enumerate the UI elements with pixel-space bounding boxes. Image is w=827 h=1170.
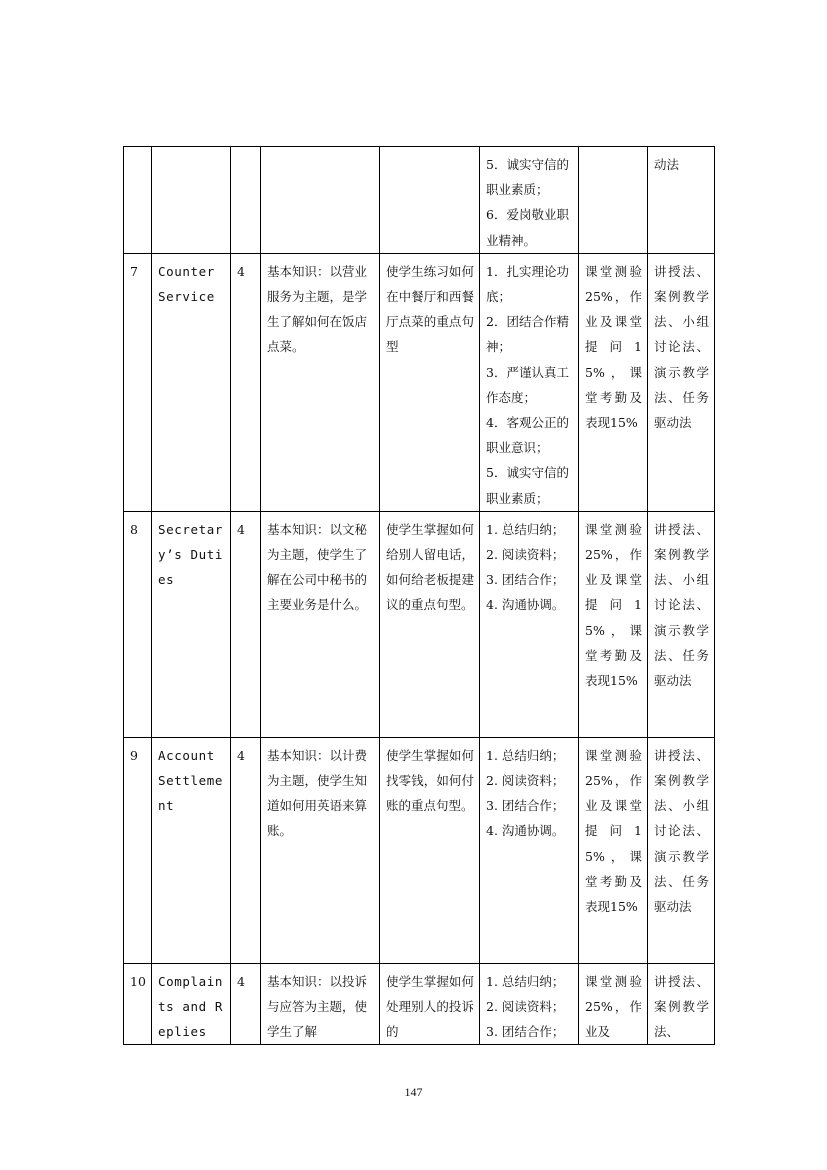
unit-quality: 1．扎实理论功底； 2．团结合作精神； 3．严谨认真工作态度； 4．客观公正的职业意识； 5．诚实守信的职业素质； xyxy=(480,253,579,511)
row-number xyxy=(124,147,152,254)
page-number: 147 xyxy=(404,1085,423,1099)
unit-title: Counter Service xyxy=(152,253,231,511)
table-row xyxy=(124,147,715,254)
unit-method: 讲授法、案例教学法、小组讨论法、演示教学法、任务驱动法 xyxy=(648,253,715,511)
unit-goal: 使学生掌握如何给别人留电话，如何给老板提建议的重点句型。 xyxy=(380,511,480,737)
table-row xyxy=(124,963,715,1045)
unit-method: 动法 xyxy=(648,147,715,254)
unit-assessment xyxy=(579,147,648,254)
course-schedule-table xyxy=(123,146,715,1045)
unit-title xyxy=(152,147,231,254)
unit-title: Complaints and Replies xyxy=(152,963,231,1045)
unit-hours: 4 xyxy=(231,737,261,963)
row-number: 7 xyxy=(124,253,152,511)
unit-title: Account Settlement xyxy=(152,737,231,963)
unit-content: 基本知识：以计费为主题，使学生知道如何用英语来算账。 xyxy=(261,737,380,963)
unit-title: Secretary’s Duties xyxy=(152,511,231,737)
unit-quality: 1. 总结归纳； 2. 阅读资料； 3. 团结合作； 4. 沟通协调。 xyxy=(480,511,579,737)
unit-content: 基本知识：以文秘为主题，使学生了解在公司中秘书的主要业务是什么。 xyxy=(261,511,380,737)
unit-quality: 1. 总结归纳； 2. 阅读资料； 3. 团结合作； xyxy=(480,963,579,1045)
unit-hours: 4 xyxy=(231,511,261,737)
unit-content: 基本知识：以营业服务为主题，是学生了解如何在饭店点菜。 xyxy=(261,253,380,511)
unit-content: 基本知识：以投诉与应答为主题，使学生了解 xyxy=(261,963,380,1045)
row-number: 8 xyxy=(124,511,152,737)
unit-hours: 4 xyxy=(231,963,261,1045)
unit-hours xyxy=(231,147,261,254)
table-row xyxy=(124,511,715,737)
unit-method: 讲授法、案例教学法、小组讨论法、演示教学法、任务驱动法 xyxy=(648,737,715,963)
table-row xyxy=(124,737,715,963)
row-number: 9 xyxy=(124,737,152,963)
unit-goal: 使学生掌握如何找零钱，如何付账的重点句型。 xyxy=(380,737,480,963)
unit-assessment: 课堂测验25%，作业及课堂提问15%，课堂考勤及表现15% xyxy=(579,253,648,511)
unit-goal: 使学生练习如何在中餐厅和西餐厅点菜的重点句型 xyxy=(380,253,480,511)
unit-quality: 1. 总结归纳； 2. 阅读资料； 3. 团结合作； 4. 沟通协调。 xyxy=(480,737,579,963)
unit-assessment: 课堂测验25%，作业及 xyxy=(579,963,648,1045)
unit-quality: 5．诚实守信的职业素质； 6．爱岗敬业职业精神。 xyxy=(480,147,579,254)
unit-content xyxy=(261,147,380,254)
table-row xyxy=(124,253,715,511)
unit-method: 讲授法、案例教学法、小组讨论法、演示教学法、任务驱动法 xyxy=(648,511,715,737)
unit-assessment: 课堂测验25%，作业及课堂提问15%，课堂考勤及表现15% xyxy=(579,511,648,737)
unit-goal xyxy=(380,147,480,254)
unit-hours: 4 xyxy=(231,253,261,511)
unit-goal: 使学生掌握如何处理别人的投诉的 xyxy=(380,963,480,1045)
row-number: 10 xyxy=(124,963,152,1045)
unit-assessment: 课堂测验25%，作业及课堂提问15%，课堂考勤及表现15% xyxy=(579,737,648,963)
unit-method: 讲授法、案例教学法、 xyxy=(648,963,715,1045)
